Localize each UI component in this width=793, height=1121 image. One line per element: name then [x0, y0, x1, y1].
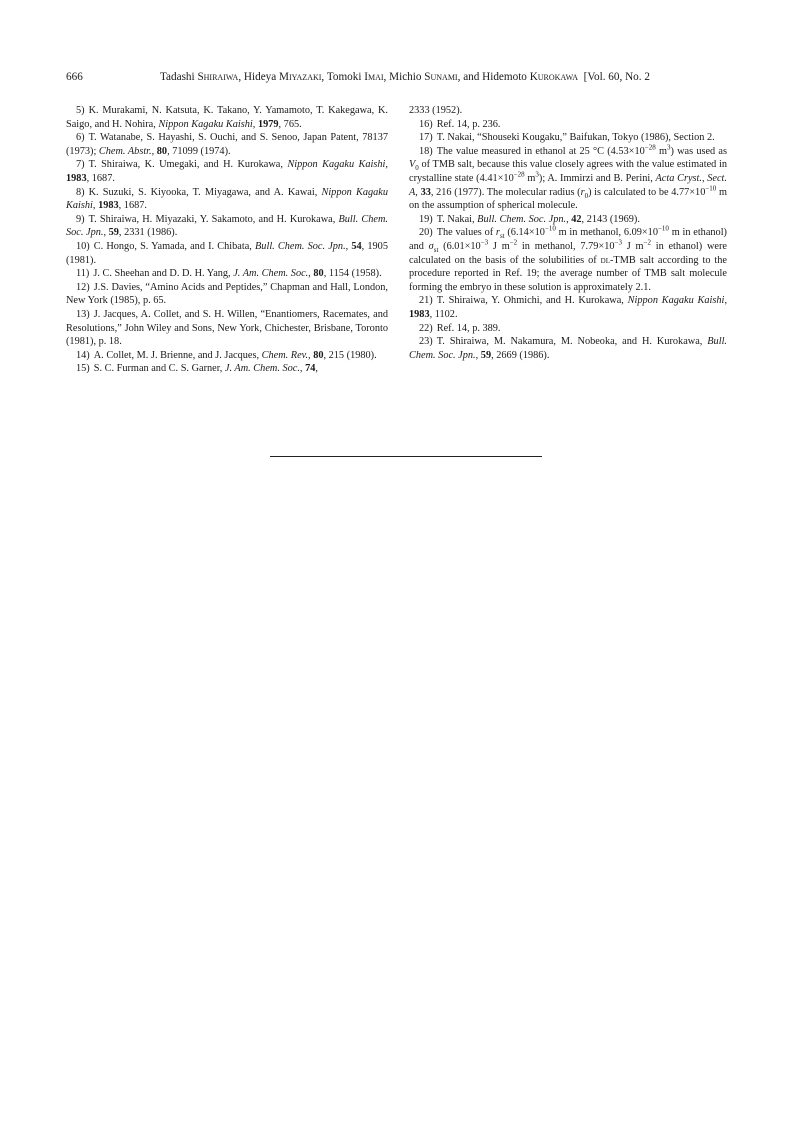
reference-12: 12) J.S. Davies, “Amino Acids and Peptides,” Chapman and Hall, London, New York (1985), p. 65. — [66, 281, 388, 307]
reference-16: 16) Ref. 14, p. 236. — [419, 118, 501, 130]
reference-15-continuation: 2333 (1952). — [409, 105, 463, 116]
running-header — [66, 71, 726, 91]
reference-10: 10) C. Hongo, S. Yamada, and I. Chibata, Bull. Chem. Soc. Jpn., 54, 1905 (1981). — [66, 240, 388, 266]
reference-5: 5) K. Murakami, N. Katsuta, K. Takano, Y. Yamamoto, T. Kakegawa, K. Saigo, and H. Nohira, Nippon Kagaku Kaishi, 1979, 765. — [66, 105, 388, 130]
reference-18: 18) The value measured in ethanol at 25 °C ($4.53\times 10^{-28}$ $m^3$) was used as $V_0$ of TMB salt, because this value closely agrees with the value estimated in crystalline state ($4.41\times 10^{-28}$ $m^3$); A. Immirzi and B. Perini, Acta Cryst., Sect. A, 33, 216 (1977). The molecular radius $(r_0)$ is calculated to be $4.77\times 10^{-10}$ m on the assumption of spherical molecule. — [409, 143, 728, 212]
reference-22: 22) Ref. 14, p. 389. — [419, 322, 501, 334]
reference-17: 17) T. Nakai, “Shouseki Kougaku,” Baifukan, Tokyo (1986), Section 2. — [419, 132, 715, 144]
volume-info: [Vol. 60, No. 2 — [583, 71, 650, 83]
reference-8: 8) K. Suzuki, S. Kiyooka, T. Miyagawa, and A. Kawai, Nippon Kagaku Kaishi, 1983, 1687. — [66, 186, 388, 212]
references-left-column — [66, 104, 388, 376]
references-right-column — [409, 104, 727, 362]
reference-23: 23) T. Shiraiwa, M. Nakamura, M. Nobeoka, and H. Kurokawa, Bull. Chem. Soc. Jpn., 59, 2669 (1986). — [409, 336, 727, 361]
reference-15: 15) S. C. Furman and C. S. Garner, J. Am. Chem. Soc., 74, — [76, 363, 318, 375]
reference-11: 11) J. C. Sheehan and D. D. H. Yang, J. Am. Chem. Soc., 80, 1154 (1958). — [76, 268, 382, 280]
reference-6: 6) T. Watanabe, S. Hayashi, S. Ouchi, and S. Senoo, Japan Patent, 78137 (1973); Chem. Abstr., 80, 71099 (1974). — [66, 132, 388, 157]
reference-14: 14) A. Collet, M. J. Brienne, and J. Jacques, Chem. Rev., 80, 215 (1980). — [76, 349, 377, 361]
reference-20: 20) The values of $r_{st}$ ($6.14\times 10^{-10}$ m in methanol, $6.09\times 10^{-10}$ m in ethanol) and $\sigma_{st}$ ($6.01\times 10^{-3}$ J $m^{-2}$ in methanol, $7.79\times 10^{-3}$ J $m^{-2}$ in ethanol) were calculated on the basis of the solubilities of dl-TMB salt according to the procedure reported in Ref. 19; the average number of TMB salt molecule forming the embryo in these solution is approximately 2.1. — [409, 224, 727, 293]
reference-9: 9) T. Shiraiwa, H. Miyazaki, Y. Sakamoto, and H. Kurokawa, Bull. Chem. Soc. Jpn., 59, 2331 (1986). — [66, 213, 389, 239]
end-of-article-rule — [270, 456, 542, 457]
page-number: 666 — [66, 71, 83, 83]
reference-7: 7) T. Shiraiwa, K. Umegaki, and H. Kurokawa, Nippon Kagaku Kaishi, 1983, 1687. — [66, 159, 388, 184]
running-head-authors: Tadashi Shiraiwa, Hideya Miyazaki, Tomoki Imai, Michio Sunami, and Hidemoto Kurokawa [Vol. 60, No. 2 — [160, 71, 650, 83]
reference-21: 21) T. Shiraiwa, Y. Ohmichi, and H. Kurokawa, Nippon Kagaku Kaishi, 1983, 1102. — [409, 295, 728, 320]
reference-19: 19) T. Nakai, Bull. Chem. Soc. Jpn., 42, 2143 (1969). — [419, 213, 640, 225]
reference-13: 13) J. Jacques, A. Collet, and S. H. Willen, “Enantiomers, Racemates, and Resolutions,” John Wiley and Sons, New York, Chichester, Brisbane, Toronto (1981), p. 18. — [66, 308, 388, 348]
